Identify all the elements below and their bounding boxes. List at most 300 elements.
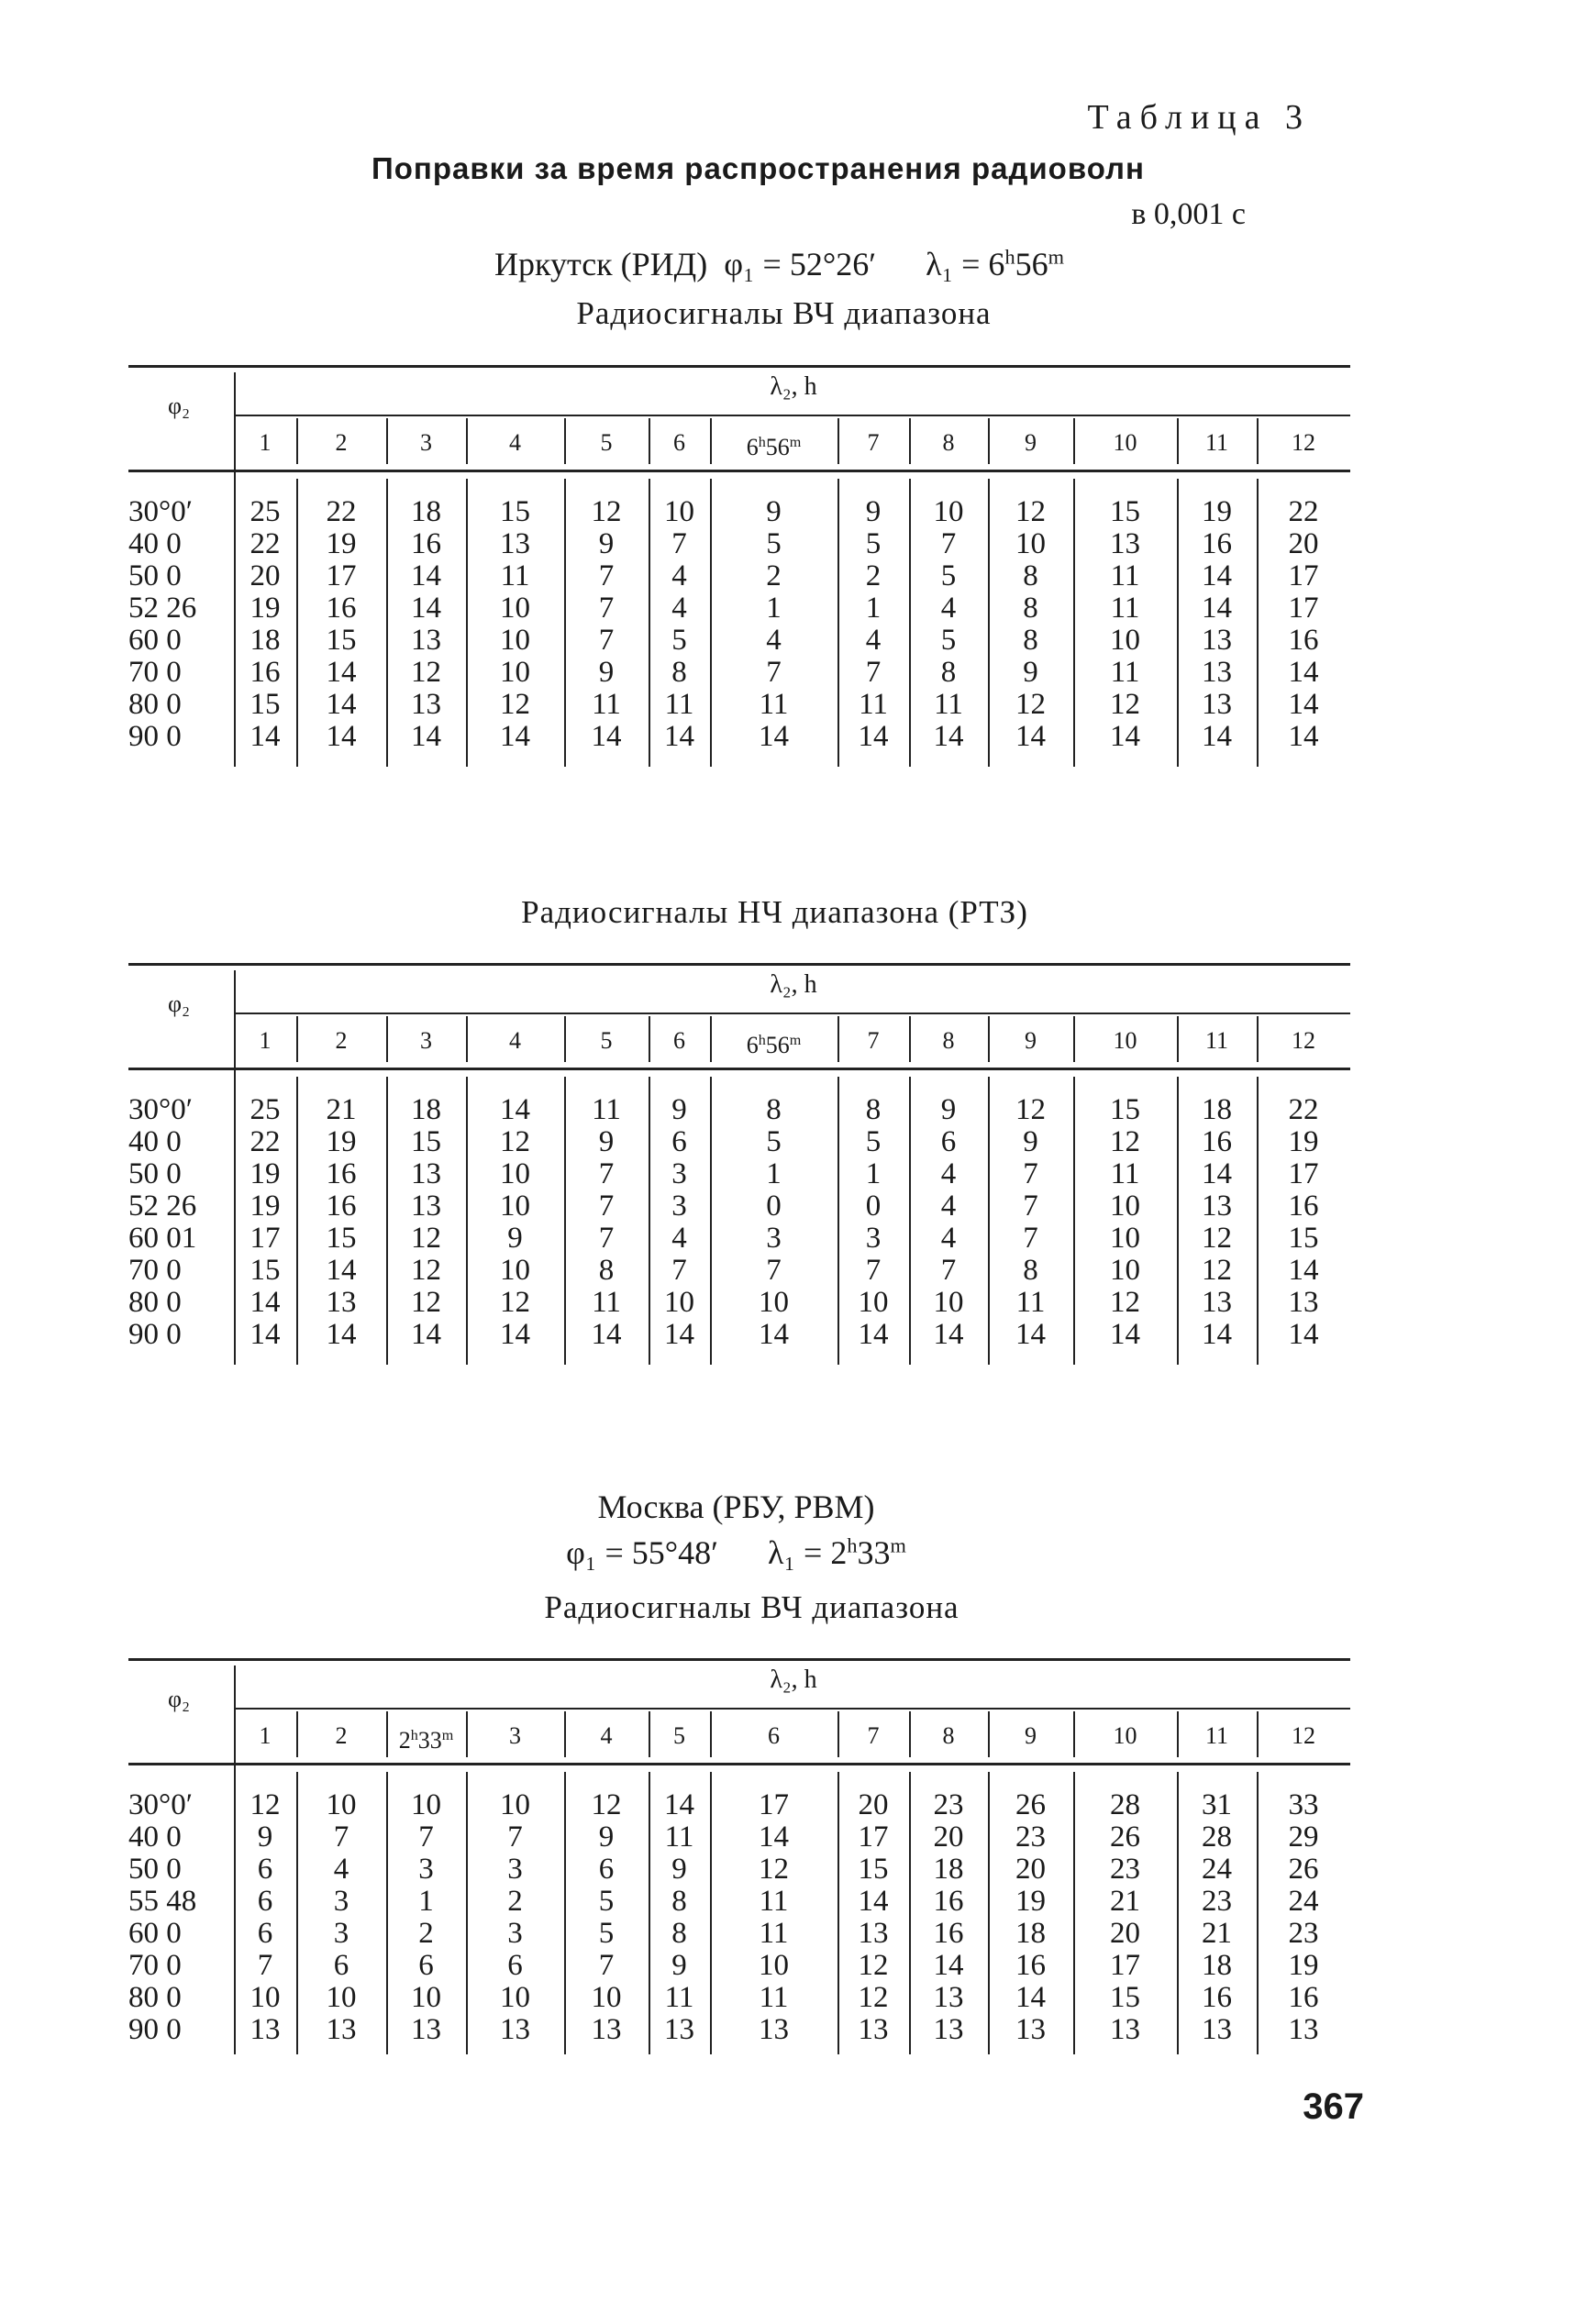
table-cell: 18 <box>250 624 281 657</box>
table-cell: 18 <box>411 495 441 528</box>
table-cell: 23 <box>1110 1853 1140 1886</box>
table-cell: 10 <box>858 1286 889 1319</box>
table-cell: 14 <box>1202 720 1232 753</box>
table-cell: 21 <box>1110 1885 1140 1918</box>
table-cell: 18 <box>1015 1917 1046 1950</box>
table-cell: 8 <box>1023 592 1038 625</box>
column-header: 11 <box>1204 1722 1229 1749</box>
table-cell: 28 <box>1202 1820 1232 1854</box>
table-cell: 23 <box>1202 1885 1232 1918</box>
row-latitude: 30°0′ <box>128 1788 193 1821</box>
table-cell: 1 <box>418 1885 434 1918</box>
table-cell: 23 <box>1015 1820 1046 1854</box>
column-header: 12 <box>1292 429 1315 456</box>
table-cell: 21 <box>1202 1917 1232 1950</box>
table-cell: 8 <box>671 1885 687 1918</box>
table-cell: 14 <box>500 1318 530 1351</box>
table-cell: 19 <box>250 592 281 625</box>
corrections-table <box>128 365 1350 767</box>
units-note: в 0,001 с <box>1131 197 1246 231</box>
table-cell: 23 <box>933 1788 964 1821</box>
table-cell: 12 <box>500 1286 530 1319</box>
table-cell: 13 <box>1202 656 1232 689</box>
table-cell: 13 <box>933 1981 964 2014</box>
table-cell: 1 <box>865 592 882 625</box>
table-cell: 10 <box>500 1157 530 1190</box>
table-cell: 19 <box>1202 495 1232 528</box>
table-cell: 10 <box>933 495 964 528</box>
table-cell: 10 <box>664 1286 694 1319</box>
table-cell: 10 <box>411 1788 441 1821</box>
table-cell: 12 <box>858 1981 889 2014</box>
column-header: 6 <box>673 429 685 456</box>
table-cell: 13 <box>1015 2013 1046 2046</box>
table-cell: 17 <box>759 1788 789 1821</box>
table-cell: 12 <box>1110 1125 1140 1158</box>
table-cell: 14 <box>858 1885 889 1918</box>
column-header: 6 <box>768 1722 780 1749</box>
row-latitude: 50 0 <box>128 559 182 592</box>
table-cell: 7 <box>1023 1157 1038 1190</box>
table-cell: 6 <box>257 1917 273 1950</box>
row-latitude: 90 0 <box>128 720 182 753</box>
table-cell: 12 <box>1202 1254 1232 1287</box>
table-cell: 14 <box>1202 592 1232 625</box>
table-cell: 16 <box>326 592 357 625</box>
table-cell: 12 <box>411 1222 441 1255</box>
column-header: 6 <box>673 1027 685 1054</box>
table-cell: 14 <box>1288 656 1319 689</box>
table-cell: 7 <box>598 1157 615 1190</box>
table-cell: 13 <box>411 2013 441 2046</box>
table-rule <box>128 1763 1350 1765</box>
table-cell: 2 <box>865 559 882 592</box>
table-rule <box>128 963 1350 966</box>
table-cell: 14 <box>411 720 441 753</box>
table-cell: 16 <box>1288 1190 1319 1223</box>
table-cell: 2 <box>418 1917 434 1950</box>
table-cell: 16 <box>1202 1981 1232 2014</box>
column-header: 2$^h$33$^m$ <box>398 1726 454 1754</box>
table-cell: 13 <box>933 2013 964 2046</box>
table-cell: 16 <box>250 656 281 689</box>
table-cell: 14 <box>500 1093 530 1126</box>
station-latitude: φ₁ = 55°48′ <box>566 1534 719 1571</box>
column-header: 3 <box>420 429 432 456</box>
table-cell: 9 <box>598 1820 615 1854</box>
table-cell: 21 <box>326 1093 357 1126</box>
table-cell: 11 <box>1110 1157 1140 1190</box>
table-cell: 6 <box>333 1949 349 1982</box>
table-cell: 16 <box>1288 624 1319 657</box>
row-latitude: 40 0 <box>128 1125 182 1158</box>
table-cell: 15 <box>858 1853 889 1886</box>
table-cell: 19 <box>1288 1949 1319 1982</box>
table-cell: 12 <box>591 1788 622 1821</box>
table-cell: 11 <box>1110 592 1140 625</box>
table-cell: 10 <box>591 1981 622 2014</box>
table-cell: 11 <box>664 1981 694 2014</box>
table-cell: 26 <box>1288 1853 1319 1886</box>
table-cell: 10 <box>664 495 694 528</box>
column-header: 3 <box>509 1722 521 1749</box>
table-cell: 18 <box>411 1093 441 1126</box>
table-cell: 15 <box>500 495 530 528</box>
table-cell: 2 <box>507 1885 523 1918</box>
table-cell: 15 <box>326 1222 357 1255</box>
table-rule <box>234 1708 1350 1710</box>
column-header: 11 <box>1204 429 1229 456</box>
table-cell: 5 <box>940 559 957 592</box>
table-cell: 13 <box>411 688 441 721</box>
table-cell: 7 <box>1023 1222 1038 1255</box>
table-cell: 14 <box>1110 720 1140 753</box>
table-cell: 12 <box>1202 1222 1232 1255</box>
station-coordinates <box>0 1533 1529 1572</box>
table-cell: 14 <box>411 1318 441 1351</box>
table-cell: 7 <box>257 1949 273 1982</box>
table-cell: 16 <box>326 1190 357 1223</box>
table-cell: 14 <box>858 1318 889 1351</box>
table-rule <box>128 470 1350 472</box>
table-cell: 14 <box>591 720 622 753</box>
table-cell: 13 <box>1202 1190 1232 1223</box>
table-cell: 4 <box>940 1190 957 1223</box>
table-cell: 16 <box>1288 1981 1319 2014</box>
table-cell: 3 <box>865 1222 882 1255</box>
table-cell: 16 <box>1015 1949 1046 1982</box>
table-cell: 5 <box>598 1917 615 1950</box>
table-cell: 13 <box>411 624 441 657</box>
table-cell: 7 <box>598 624 615 657</box>
table-cell: 3 <box>507 1917 523 1950</box>
row-latitude: 90 0 <box>128 1318 182 1351</box>
table-cell: 14 <box>500 720 530 753</box>
table-cell: 7 <box>940 1254 957 1287</box>
table-cell: 28 <box>1110 1788 1140 1821</box>
table-cell: 5 <box>940 624 957 657</box>
column-header: 10 <box>1113 429 1137 456</box>
table-cell: 19 <box>326 527 357 560</box>
column-header: 8 <box>942 1027 955 1054</box>
table-cell: 22 <box>250 527 281 560</box>
table-cell: 7 <box>598 1949 615 1982</box>
table-cell: 13 <box>858 1917 889 1950</box>
table-cell: 14 <box>1202 1157 1232 1190</box>
table-cell: 29 <box>1288 1820 1319 1854</box>
table-cell: 20 <box>858 1788 889 1821</box>
table-cell: 24 <box>1288 1885 1319 1918</box>
station-name: Иркутск (РИД) <box>494 246 708 282</box>
table-cell: 3 <box>507 1853 523 1886</box>
table-cell: 13 <box>411 1157 441 1190</box>
table-cell: 16 <box>933 1917 964 1950</box>
table-cell: 11 <box>592 1093 621 1126</box>
table-cell: 14 <box>1288 688 1319 721</box>
table-cell: 11 <box>759 1917 789 1950</box>
table-cell: 9 <box>865 495 882 528</box>
table-cell: 15 <box>1110 1981 1140 2014</box>
table-cell: 13 <box>759 2013 789 2046</box>
table-cell: 7 <box>671 527 687 560</box>
table-cell: 4 <box>940 592 957 625</box>
table-cell: 11 <box>759 1885 789 1918</box>
table-cell: 16 <box>411 527 441 560</box>
table-cell: 8 <box>940 656 957 689</box>
section-subheading: Радиосигналы ВЧ диапазона <box>576 295 992 331</box>
row-latitude: 30°0′ <box>128 1093 193 1126</box>
table-cell: 10 <box>759 1286 789 1319</box>
table-cell: 10 <box>1015 527 1046 560</box>
table-cell: 4 <box>671 559 687 592</box>
table-cell: 7 <box>865 1254 882 1287</box>
table-cell: 6 <box>257 1885 273 1918</box>
table-cell: 5 <box>865 1125 882 1158</box>
station-longitude: $\lambda_1 = 2^h33^m$ <box>768 1533 906 1571</box>
section-subheading: Радиосигналы ВЧ диапазона <box>544 1589 959 1625</box>
table-cell: 11 <box>1110 656 1140 689</box>
table-cell: 15 <box>250 688 281 721</box>
table-cell: 10 <box>1110 1254 1140 1287</box>
table-cell: 14 <box>326 1318 357 1351</box>
table-cell: 14 <box>250 1318 281 1351</box>
table-cell: 10 <box>1110 1222 1140 1255</box>
table-cell: 9 <box>507 1222 523 1255</box>
table-cell: 10 <box>500 592 530 625</box>
table-cell: 18 <box>933 1853 964 1886</box>
table-rule <box>128 1068 1350 1070</box>
table-cell: 11 <box>1110 559 1140 592</box>
table-cell: 9 <box>671 1949 687 1982</box>
table-cell: 26 <box>1110 1820 1140 1854</box>
column-header: 4 <box>509 429 521 456</box>
column-header: 6$^h$56$^m$ <box>746 1031 802 1058</box>
table-cell: 6 <box>507 1949 523 1982</box>
table-cell: 14 <box>250 1286 281 1319</box>
column-header: 7 <box>867 1722 880 1749</box>
table-cell: 17 <box>858 1820 889 1854</box>
table-cell: 20 <box>1288 527 1319 560</box>
column-header: 8 <box>942 1722 955 1749</box>
table-cell: 7 <box>507 1820 523 1854</box>
table-cell: 7 <box>1023 1190 1038 1223</box>
table-cell: 17 <box>1288 559 1319 592</box>
table-cell: 15 <box>1288 1222 1319 1255</box>
table-cell: 20 <box>250 559 281 592</box>
table-cell: 6 <box>257 1853 273 1886</box>
table-cell: 20 <box>933 1820 964 1854</box>
table-cell: 5 <box>766 1125 782 1158</box>
table-rule <box>234 415 1350 416</box>
table-cell: 19 <box>326 1125 357 1158</box>
table-cell: 4 <box>940 1157 957 1190</box>
table-cell: 6 <box>598 1853 615 1886</box>
table-cell: 13 <box>500 527 530 560</box>
column-header: 7 <box>867 1027 880 1054</box>
table-cell: 3 <box>671 1157 687 1190</box>
station-longitude: $\lambda_1 = 6^h56^m$ <box>926 245 1064 282</box>
column-header: 7 <box>867 429 880 456</box>
table-cell: 14 <box>759 1820 789 1854</box>
table-cell: 14 <box>664 720 694 753</box>
table-cell: 11 <box>859 688 888 721</box>
row-latitude: 50 0 <box>128 1853 182 1886</box>
table-cell: 19 <box>250 1157 281 1190</box>
column-header: 6$^h$56$^m$ <box>746 433 802 460</box>
table-cell: 3 <box>333 1917 349 1950</box>
table-cell: 14 <box>326 720 357 753</box>
table-cell: 7 <box>598 592 615 625</box>
table-cell: 13 <box>1202 1286 1232 1319</box>
table-cell: 13 <box>1202 624 1232 657</box>
station-header-irkutsk <box>0 245 1572 283</box>
table-cell: 22 <box>326 495 357 528</box>
column-header: 4 <box>509 1027 521 1054</box>
table-cell: 10 <box>933 1286 964 1319</box>
table-rule <box>128 365 1350 368</box>
table-cell: 15 <box>1110 1093 1140 1126</box>
table-cell: 14 <box>411 592 441 625</box>
column-header: 9 <box>1025 1027 1037 1054</box>
column-header: 12 <box>1292 1027 1315 1054</box>
column-header: 5 <box>673 1722 685 1749</box>
column-header: 1 <box>259 1722 272 1749</box>
table-cell: 11 <box>934 688 963 721</box>
table-cell: 8 <box>671 1917 687 1950</box>
table-cell: 7 <box>671 1254 687 1287</box>
table-cell: 14 <box>664 1318 694 1351</box>
lambda2-header: λ₂, h <box>770 372 817 401</box>
station-latitude: φ₁ = 52°26′ <box>724 246 877 282</box>
table-cell: 11 <box>664 688 694 721</box>
table-cell: 6 <box>418 1949 434 1982</box>
table-cell: 9 <box>257 1820 273 1854</box>
table-cell: 12 <box>1015 1093 1046 1126</box>
column-header: 2 <box>335 429 348 456</box>
table-cell: 18 <box>1202 1949 1232 1982</box>
table-cell: 13 <box>591 2013 622 2046</box>
table-cell: 9 <box>598 1125 615 1158</box>
table-cell: 7 <box>940 527 957 560</box>
table-cell: 14 <box>858 720 889 753</box>
table-cell: 5 <box>865 527 882 560</box>
table-cell: 19 <box>1015 1885 1046 1918</box>
column-header: 10 <box>1113 1027 1137 1054</box>
column-header: 8 <box>942 429 955 456</box>
table-cell: 13 <box>250 2013 281 2046</box>
row-latitude: 70 0 <box>128 656 182 689</box>
column-header: 11 <box>1204 1027 1229 1054</box>
column-header: 3 <box>420 1027 432 1054</box>
table-cell: 7 <box>766 1254 782 1287</box>
table-cell: 12 <box>1110 1286 1140 1319</box>
table-cell: 10 <box>326 1981 357 2014</box>
row-latitude: 40 0 <box>128 1820 182 1854</box>
table-cell: 13 <box>1202 688 1232 721</box>
column-header: 1 <box>259 1027 272 1054</box>
table-cell: 9 <box>671 1093 687 1126</box>
table-cell: 10 <box>500 1190 530 1223</box>
table-cell: 33 <box>1288 1788 1319 1821</box>
table-cell: 9 <box>1023 656 1038 689</box>
table-cell: 11 <box>592 1286 621 1319</box>
table-cell: 12 <box>411 1286 441 1319</box>
table-cell: 4 <box>865 624 882 657</box>
column-header: 5 <box>600 429 613 456</box>
table-cell: 12 <box>411 656 441 689</box>
row-latitude: 52 26 <box>128 592 197 625</box>
table-cell: 13 <box>858 2013 889 2046</box>
table-cell: 15 <box>411 1125 441 1158</box>
table-cell: 7 <box>333 1820 349 1854</box>
table-cell: 17 <box>1110 1949 1140 1982</box>
table-cell: 13 <box>1288 2013 1319 2046</box>
table-cell: 1 <box>865 1157 882 1190</box>
table-cell: 10 <box>500 1788 530 1821</box>
table-cell: 14 <box>1202 1318 1232 1351</box>
table-cell: 26 <box>1015 1788 1046 1821</box>
table-cell: 16 <box>933 1885 964 1918</box>
table-cell: 10 <box>500 624 530 657</box>
table-cell: 7 <box>598 559 615 592</box>
table-cell: 10 <box>500 656 530 689</box>
table-cell: 12 <box>1110 688 1140 721</box>
row-latitude: 90 0 <box>128 2013 182 2046</box>
row-latitude: 70 0 <box>128 1949 182 1982</box>
table-cell: 10 <box>759 1949 789 1982</box>
table-cell: 14 <box>250 720 281 753</box>
station-name: Москва (РБУ, РВМ) <box>597 1488 875 1525</box>
table-cell: 8 <box>1023 1254 1038 1287</box>
table-cell: 25 <box>250 1093 281 1126</box>
table-cell: 1 <box>766 592 782 625</box>
row-latitude: 80 0 <box>128 1286 182 1319</box>
table-cell: 9 <box>598 527 615 560</box>
table-cell: 10 <box>326 1788 357 1821</box>
table-cell: 5 <box>598 1885 615 1918</box>
table-cell: 3 <box>671 1190 687 1223</box>
table-cell: 11 <box>759 1981 789 2014</box>
table-cell: 9 <box>940 1093 957 1126</box>
table-cell: 22 <box>250 1125 281 1158</box>
table-cell: 17 <box>1288 592 1319 625</box>
column-header: 2 <box>335 1722 348 1749</box>
table-cell: 9 <box>671 1853 687 1886</box>
table-cell: 13 <box>1202 2013 1232 2046</box>
row-latitude: 50 0 <box>128 1157 182 1190</box>
table-cell: 7 <box>598 1222 615 1255</box>
table-cell: 14 <box>411 559 441 592</box>
table-cell: 4 <box>333 1853 349 1886</box>
table-cell: 8 <box>1023 624 1038 657</box>
table-cell: 8 <box>1023 559 1038 592</box>
table-label: Таблица 3 <box>1087 98 1311 137</box>
table-cell: 14 <box>326 688 357 721</box>
page-title: Поправки за время распространения радиоволн <box>372 151 1145 185</box>
column-header: 9 <box>1025 1722 1037 1749</box>
table-cell: 0 <box>865 1190 882 1223</box>
table-cell: 10 <box>411 1981 441 2014</box>
table-cell: 8 <box>598 1254 615 1287</box>
table-cell: 14 <box>1015 1981 1046 2014</box>
table-cell: 4 <box>671 592 687 625</box>
table-cell: 0 <box>766 1190 782 1223</box>
table-cell: 7 <box>598 1190 615 1223</box>
table-cell: 16 <box>1202 527 1232 560</box>
row-latitude: 80 0 <box>128 1981 182 2014</box>
phi2-header: φ₂ <box>167 990 191 1017</box>
table-cell: 4 <box>766 624 782 657</box>
